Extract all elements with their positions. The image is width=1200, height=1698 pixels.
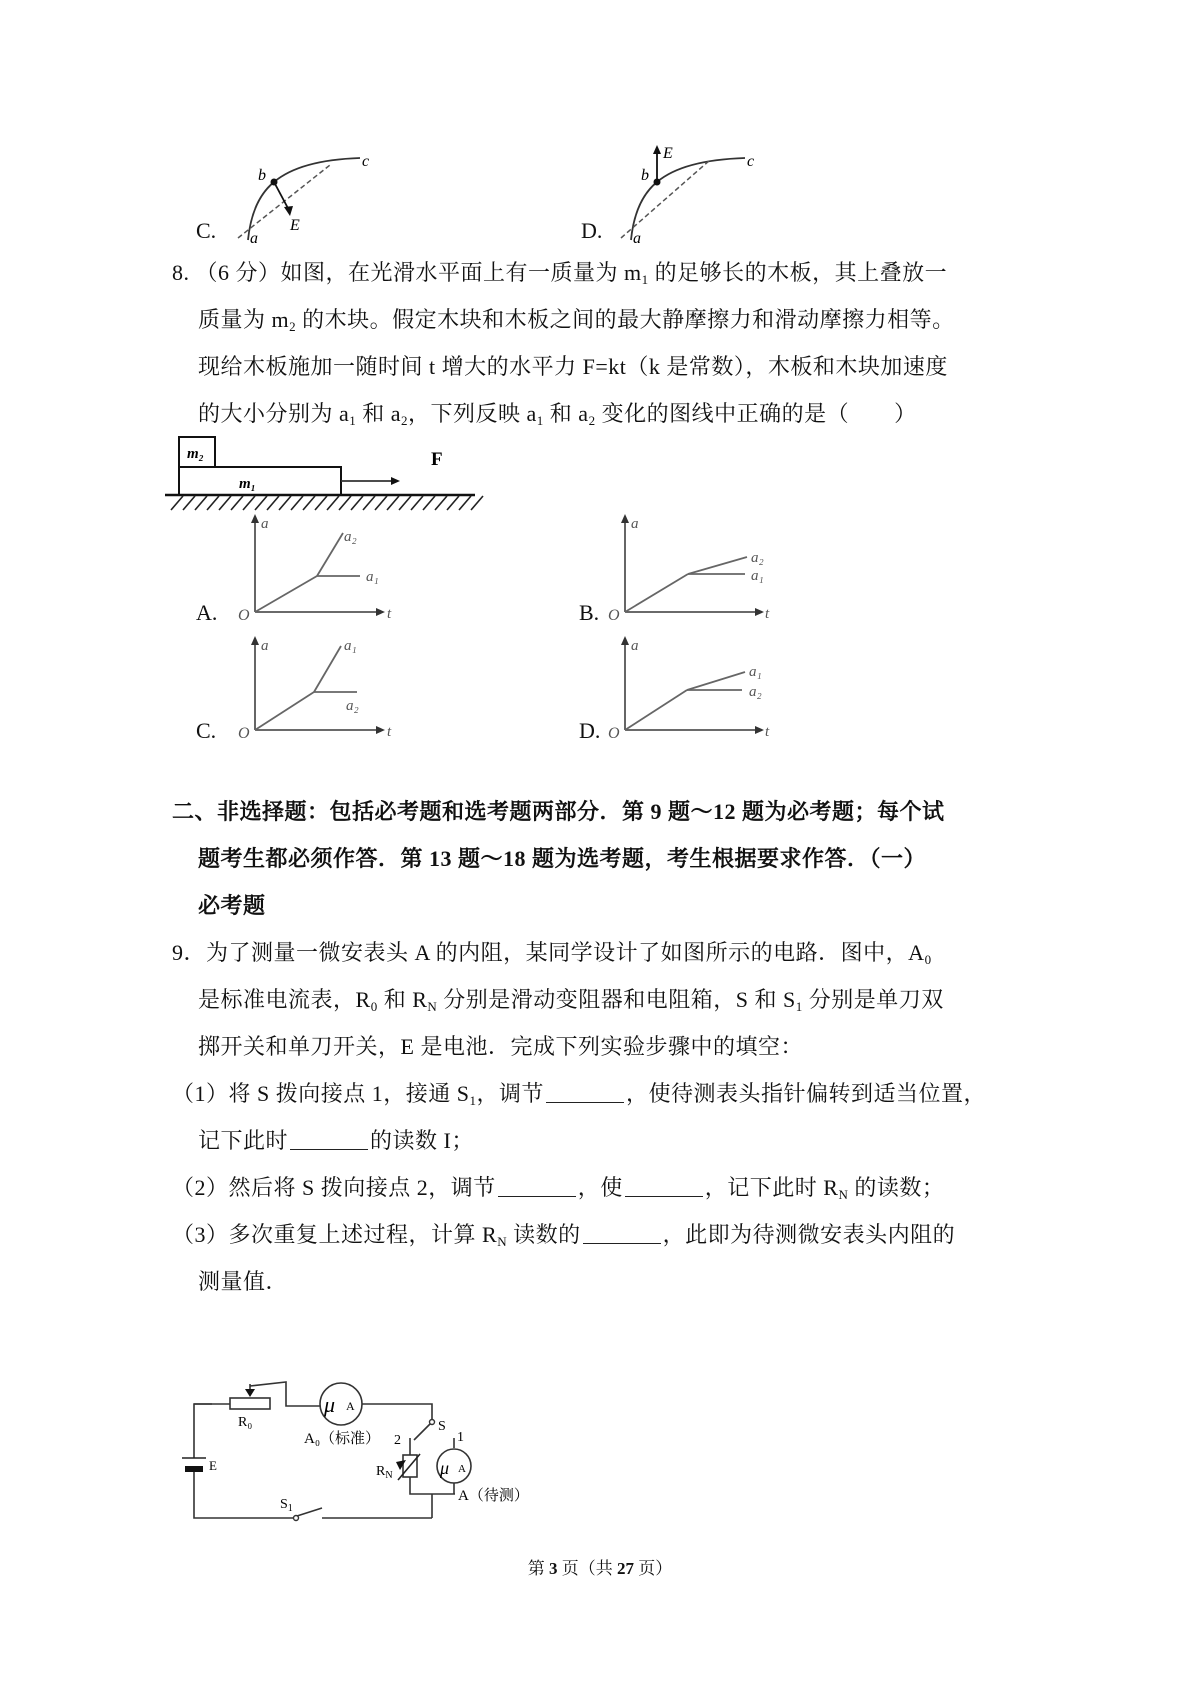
answer-blank-5[interactable] [583,1223,661,1244]
sub: 0 [924,952,932,967]
rheostat-r0 [230,1398,270,1409]
y-label: a [261,638,269,654]
y-axis-arrow [251,514,259,523]
q9-text: （1）将 S 拨向接点 1，接通 S [172,1081,470,1106]
q8-graph-b [575,508,795,628]
lower-label: a₁ [751,568,764,584]
rheostat-arrow-head [245,1389,255,1397]
rn-sub: N [385,1470,393,1481]
sub: 1 [795,999,803,1014]
label-e: E [290,217,300,234]
label-b: b [258,167,266,184]
label-a-tested: A（待测） [458,1488,529,1504]
battery-short-plate [185,1466,203,1472]
hatch-mark [459,496,471,510]
q9-text: 的读数； [848,1175,945,1200]
q8-text: 和 a [356,401,402,426]
y-label: a [631,516,639,532]
x-label: t [387,724,392,740]
q8-option-a [190,508,410,628]
q7-option-d-label: D. [581,218,603,243]
q8-text: ，下列反映 a [408,401,537,426]
q8-block-figure [165,435,485,515]
q8-option-c-label: C. [196,718,217,743]
q8-option-d-label: D. [579,718,601,743]
label-a0: A₀（标准） [304,1431,381,1447]
q9-step-1 [172,1079,986,1109]
wire-a0-right [362,1404,432,1422]
q9-text: 分别是单刀双 [802,987,944,1012]
label-s1 [280,1497,293,1514]
q9-text: 读数的 [507,1222,581,1247]
q9-text: ，调节 [476,1081,544,1106]
x-label: t [765,724,770,740]
upper-label: a₁ [344,638,357,654]
q9-line-1 [172,938,932,968]
hatch-mark [447,496,459,510]
meter-a-unit: A [458,1463,466,1475]
sub: 1 [469,1093,477,1108]
q7-option-d-figure [575,140,775,250]
label-e: E [663,145,673,162]
q8-option-b-label: B. [579,600,600,625]
line-upper [687,672,745,690]
q7-option-d [575,140,775,250]
section2-line-3: 必考题 [198,893,266,918]
q8-line-4 [198,399,917,429]
s1-sub: 1 [287,1503,293,1514]
q8-graph-d [575,630,795,750]
q9-text: （2）然后将 S 拨向接点 2，调节 [172,1175,496,1200]
label-b: b [641,167,649,184]
q9-text: ，记下此时 R [704,1175,839,1200]
q8-line-3 [198,352,948,382]
switch-s-blade [414,1422,432,1440]
section2-line-1: 二、非选择题：包括必考题和选考题两部分．第 9 题～12 题为必考题；每个试 [172,799,945,824]
field-arrow-head [284,206,293,216]
q9-text: 分别是滑动变阻器和电阻箱，S 和 S [437,987,796,1012]
q8-text: 如图，在光滑水平面上有一质量为 m [280,260,642,285]
switch-s-pivot [430,1420,435,1425]
wire-left-bottom [194,1472,294,1518]
q9-text: 和 R [377,987,428,1012]
sub: N [838,1187,849,1202]
lower-label: a₂ [346,698,359,714]
sub: 1 [349,413,357,428]
answer-blank-3[interactable] [498,1176,576,1197]
line-upper [317,533,343,576]
meter-a0-mu: μ [324,1392,336,1417]
line-upper [688,557,747,574]
footer-text: 页） [634,1559,673,1578]
y-axis-arrow [621,636,629,645]
lower-label: a₁ [366,569,379,585]
label-contact-1: 1 [457,1430,464,1445]
q9-text: 记下此时 [198,1128,289,1153]
force-arrow-head [391,477,400,485]
q9-text: 是标准电流表，R [198,987,371,1012]
q8-text: 质量为 m [198,307,290,332]
q9-text: （3）多次重复上述过程，计算 R [172,1222,498,1247]
answer-blank-2[interactable] [290,1129,368,1150]
upper-label: a₂ [751,550,764,566]
hatch-mark [171,496,183,510]
wire-left [194,1404,212,1458]
x-axis-arrow [755,726,764,734]
q9-text: 9．为了测量一微安表头 A 的内阻，某同学设计了如图所示的电路．图中，A [172,940,925,965]
line-common [625,690,687,730]
label-f: F [431,449,443,470]
q8-score: （6 分） [195,260,281,285]
sub: 0 [370,999,378,1014]
q8-graph-a [190,508,410,628]
q8-text: 现给木板施加一随时间 t 增大的水平力 F=kt（k 是常数），木板和木块加速度 [198,354,948,379]
q9-step-3-cont: 测量值． [198,1269,289,1294]
label-rn [376,1464,393,1481]
meter-a0-unit: A [346,1399,355,1413]
origin-label: O [608,607,620,624]
origin-label: O [238,607,250,624]
q8-number: 8. [172,260,190,285]
q7-option-c-figure [190,140,390,250]
q9-step-3 [172,1220,955,1250]
tangent-dashed-line [621,160,710,238]
sub: 2 [401,413,409,428]
q9-step-1-cont [198,1126,474,1156]
label-r0: R₀ [238,1415,253,1430]
x-axis-arrow [755,608,764,616]
label-c: c [362,153,370,170]
q8-option-b [575,508,795,628]
hatch-mark [471,496,483,510]
label-m2: m₂ [187,446,204,462]
x-axis-arrow [376,726,385,734]
q8-text: 的大小分别为 a [198,401,350,426]
footer-text: 页（共 [557,1559,617,1578]
q8-option-a-label: A. [196,600,218,625]
q7-option-c [190,140,390,250]
y-axis-arrow [621,514,629,523]
label-c: c [747,153,755,170]
upper-label: a₁ [749,664,762,680]
sub: N [497,1234,508,1249]
line-common [625,574,688,612]
q7-option-c-label: C. [196,218,217,243]
q8-graph-c [190,630,410,750]
switch-s1-pivot [294,1516,299,1521]
label-a: a [633,230,641,247]
label-m1: m₁ [239,476,256,492]
origin-label: O [608,725,620,742]
q8-text: 和 a [543,401,589,426]
q9-text: ，使 [577,1175,623,1200]
x-axis-arrow [376,608,385,616]
q9-circuit-diagram [170,1380,529,1520]
q9-line-3: 掷开关和单刀开关，E 是电池．完成下列实验步骤中的填空： [198,1034,803,1059]
sub: N [427,999,438,1014]
line-common [255,576,317,612]
label-e: E [209,1458,217,1473]
sub: 1 [641,272,649,287]
hatch-mark [435,496,447,510]
page-footer [0,1554,1200,1579]
field-arrow-head [653,145,661,154]
q8-option-c [190,630,410,750]
lower-label: a₂ [749,684,762,700]
label-s: S [438,1419,446,1434]
switch-s1-blade [297,1508,322,1516]
hatch-mark [423,496,435,510]
sub: 2 [588,413,596,428]
x-label: t [765,606,770,622]
label-contact-2: 2 [394,1433,401,1448]
q9-text: 的读数 I； [370,1128,474,1153]
x-label: t [387,606,392,622]
y-axis-arrow [251,636,259,645]
sub: 1 [536,413,544,428]
q8-line-1 [172,258,947,288]
section2-line-2: 题考生都必须作答．第 13 题～18 题为选考题，考生根据要求作答．（一） [198,846,927,871]
q9-line-2 [198,985,944,1015]
upper-label: a₂ [344,529,357,545]
page-total: 27 [617,1559,634,1578]
q9-step-2 [172,1173,944,1203]
answer-blank-1[interactable] [546,1082,624,1103]
y-label: a [631,638,639,654]
footer-text: 第 [527,1559,549,1578]
q8-text: 变化的图线中正确的是（ ） [595,401,917,426]
origin-label: O [238,725,250,742]
meter-a-mu: μ [440,1458,450,1478]
s1-text: S [280,1497,288,1512]
hatch-mark [411,496,423,510]
q8-text: 的木块。假定木块和木板之间的最大静摩擦力和滑动摩擦力相等。 [296,307,955,332]
label-a: a [250,230,258,247]
q9-text: ，使待测表头指针偏转到适当位置， [626,1081,987,1106]
q8-option-d [575,630,795,750]
answer-blank-4[interactable] [625,1176,703,1197]
sub: 2 [289,319,297,334]
rn-text: R [376,1464,386,1479]
y-label: a [261,516,269,532]
page-number: 3 [549,1559,558,1578]
board-m1 [179,467,341,495]
q8-line-2 [198,305,955,335]
line-upper [314,646,341,692]
q8-text: 的足够长的木板，其上叠放一 [648,260,948,285]
line-common [255,692,314,730]
q9-text: ，此即为待测微安表头内阻的 [662,1222,956,1247]
